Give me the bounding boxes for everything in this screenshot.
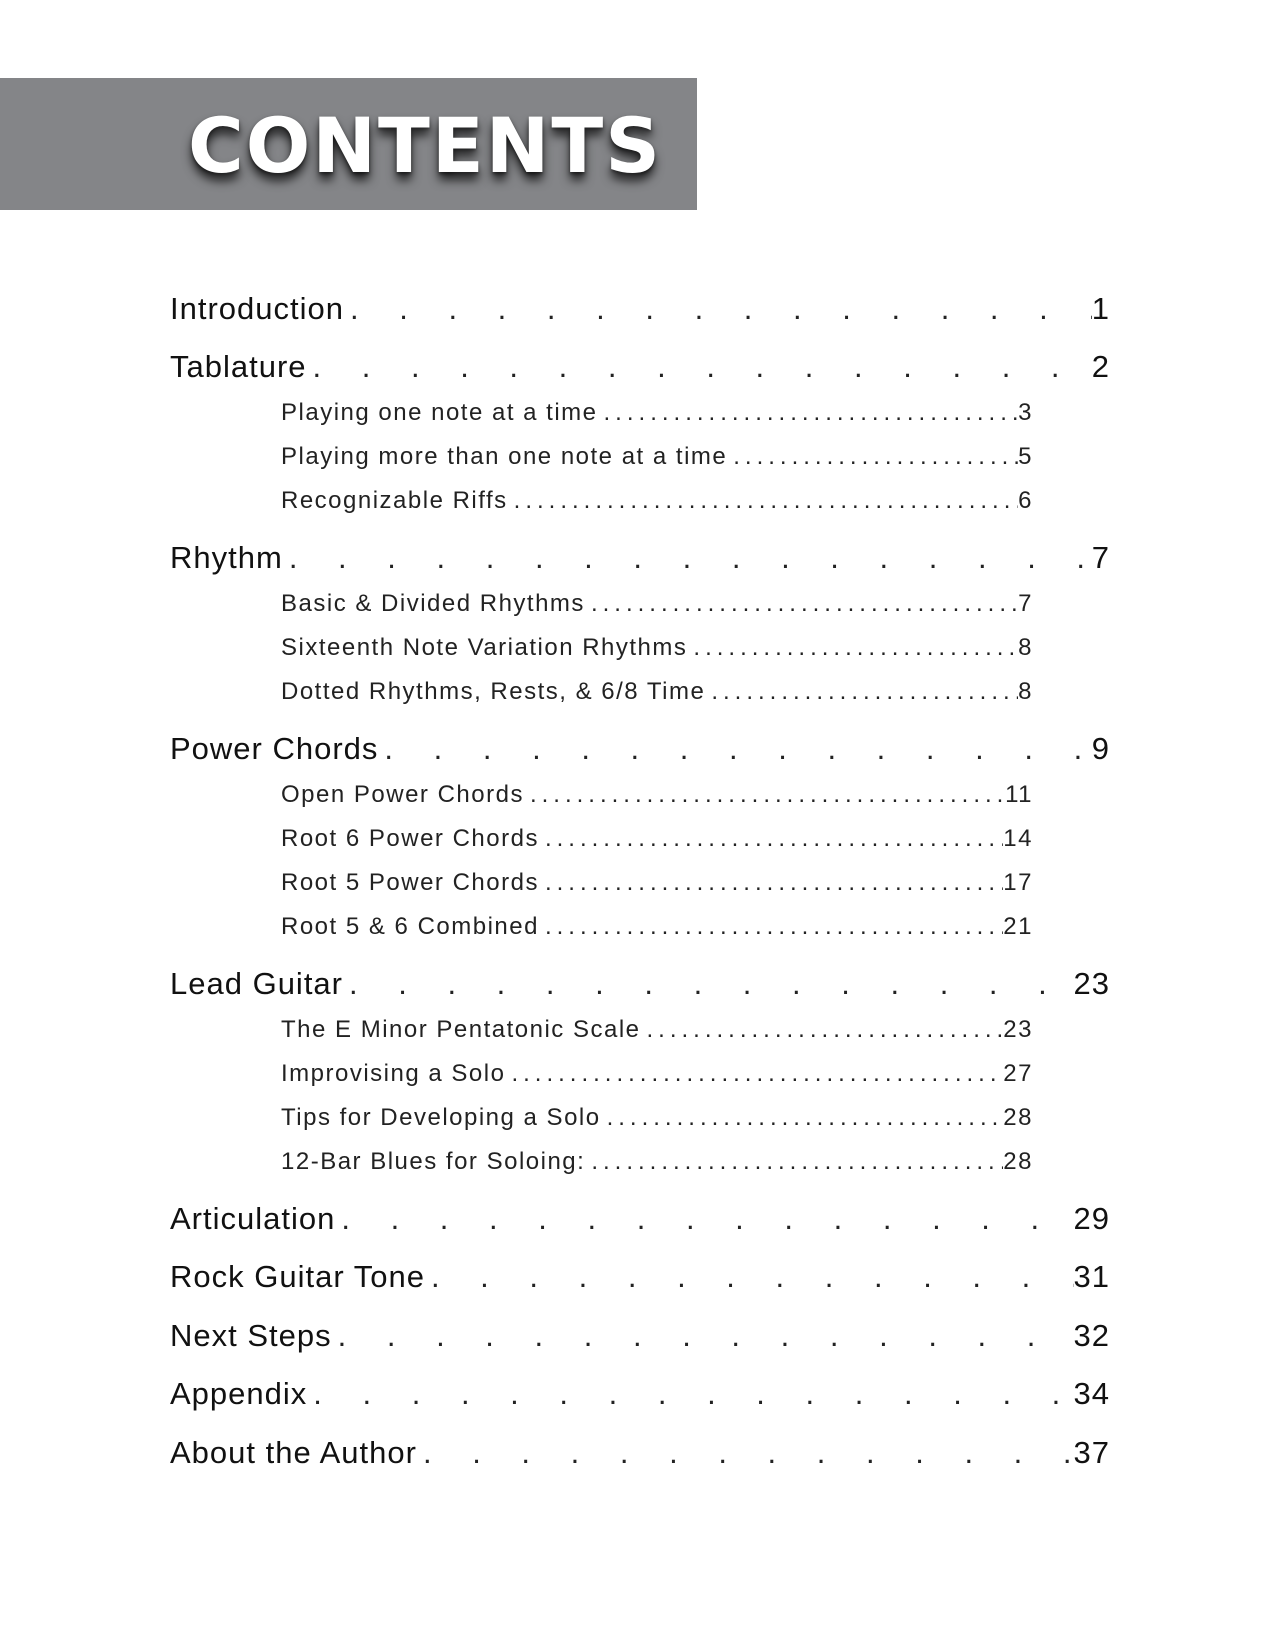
toc-subentry[interactable] (281, 590, 1033, 618)
dot-leader (705, 678, 1018, 706)
dot-leader (425, 1259, 1074, 1295)
toc-subentry[interactable] (281, 913, 1033, 941)
toc-entry-page: 29 (1073, 1201, 1110, 1236)
dot-leader (524, 781, 1005, 809)
toc-entry-label: Power Chords (170, 731, 379, 766)
toc-subentry[interactable] (281, 1148, 1033, 1176)
page-title: CONTENTS (188, 101, 662, 190)
dot-leader (641, 1016, 1004, 1044)
toc-entry-page: 37 (1073, 1435, 1110, 1470)
toc-subentry-page: 28 (1003, 1148, 1033, 1175)
toc-subentry[interactable] (281, 869, 1033, 897)
toc-entry[interactable] (170, 291, 1110, 327)
toc-entry-label: Tablature (170, 349, 307, 384)
toc-subentry-label: Root 5 Power Chords (281, 869, 539, 896)
toc-entry[interactable] (170, 1201, 1110, 1237)
toc-subentry-page: 28 (1003, 1104, 1033, 1131)
toc-subentry[interactable] (281, 634, 1033, 662)
toc-subentry[interactable] (281, 1104, 1033, 1132)
toc-subentry-page: 8 (1018, 634, 1033, 661)
toc-entry-page: 7 (1091, 540, 1110, 575)
toc-subentry-page: 23 (1003, 1016, 1033, 1043)
dot-leader (343, 966, 1074, 1002)
toc-subentry-page: 14 (1003, 825, 1033, 852)
dot-leader (378, 731, 1091, 767)
toc-subentry-label: Root 6 Power Chords (281, 825, 539, 852)
toc-subentry-label: Recognizable Riffs (281, 487, 508, 514)
dot-leader (344, 291, 1092, 327)
dot-leader (283, 540, 1092, 576)
dot-leader (598, 399, 1019, 427)
toc-subentry-label: Basic & Divided Rhythms (281, 590, 585, 617)
toc-subentry[interactable] (281, 825, 1033, 853)
toc-entry[interactable] (170, 349, 1110, 385)
toc-entry-page: 2 (1091, 349, 1110, 384)
dot-leader (505, 1060, 1003, 1088)
toc-subentry-page: 17 (1003, 869, 1033, 896)
toc-entry-page: 34 (1073, 1376, 1110, 1411)
dot-leader (585, 590, 1018, 618)
toc-subentry[interactable] (281, 1016, 1033, 1044)
toc-entry[interactable] (170, 731, 1110, 767)
dot-leader (307, 1376, 1073, 1412)
toc-subentry[interactable] (281, 678, 1033, 706)
dot-leader (332, 1318, 1074, 1354)
dot-leader (539, 869, 1003, 897)
toc-subentry-page: 3 (1018, 399, 1033, 426)
toc-subentry-label: Improvising a Solo (281, 1060, 506, 1087)
toc-entry-label: Articulation (170, 1201, 336, 1236)
dot-leader (601, 1104, 1004, 1132)
toc-subentry-label: Root 5 & 6 Combined (281, 913, 539, 940)
toc-subentry-label: Sixteenth Note Variation Rhythms (281, 634, 688, 661)
toc-subentry-label: 12-Bar Blues for Soloing: (281, 1148, 586, 1175)
toc-subentry-page: 8 (1018, 678, 1033, 705)
toc-subentry-page: 11 (1005, 781, 1033, 808)
toc-entry-label: Introduction (170, 291, 344, 326)
dot-leader (335, 1201, 1073, 1237)
dot-leader (539, 913, 1003, 941)
toc-subentry-page: 7 (1018, 590, 1033, 617)
toc-entry-page: 1 (1091, 291, 1110, 326)
toc-entry[interactable] (170, 1259, 1110, 1295)
dot-leader (508, 487, 1018, 515)
toc-entry-label: About the Author (170, 1435, 417, 1470)
toc-subentry[interactable] (281, 1060, 1033, 1088)
toc-subentry-label: Playing more than one note at a time (281, 443, 728, 470)
toc-subentry-page: 21 (1003, 913, 1033, 940)
toc-entry[interactable] (170, 1318, 1110, 1354)
toc-subentry-page: 5 (1018, 443, 1033, 470)
toc-subentry-label: Playing one note at a time (281, 399, 598, 426)
toc-subentry-label: Dotted Rhythms, Rests, & 6/8 Time (281, 678, 706, 705)
toc-entry-label: Rhythm (170, 540, 283, 575)
toc-entry-label: Next Steps (170, 1318, 332, 1353)
toc-entry-label: Appendix (170, 1376, 308, 1411)
toc-entry-page: 32 (1073, 1318, 1110, 1353)
dot-leader (539, 825, 1003, 853)
toc-entry[interactable] (170, 1376, 1110, 1412)
dot-leader (687, 634, 1018, 662)
toc-subentry[interactable] (281, 443, 1033, 471)
toc-entry-page: 9 (1091, 731, 1110, 766)
toc-entry-page: 23 (1073, 966, 1110, 1001)
toc-subentry-label: The E Minor Pentatonic Scale (281, 1016, 641, 1043)
toc-entry-label: Lead Guitar (170, 966, 343, 1001)
toc-entry[interactable] (170, 540, 1110, 576)
toc-entry[interactable] (170, 1435, 1110, 1471)
toc-subentry-page: 27 (1003, 1060, 1033, 1087)
toc-entry-label: Rock Guitar Tone (170, 1259, 425, 1294)
dot-leader (307, 349, 1092, 385)
toc-entry[interactable] (170, 966, 1110, 1002)
toc-subentry-label: Open Power Chords (281, 781, 524, 808)
dot-leader (727, 443, 1018, 471)
dot-leader (585, 1148, 1003, 1176)
toc-subentry-label: Tips for Developing a Solo (281, 1104, 601, 1131)
toc-entry-page: 31 (1073, 1259, 1110, 1294)
toc-subentry[interactable] (281, 399, 1033, 427)
toc-subentry-page: 6 (1018, 487, 1033, 514)
toc-subentry[interactable] (281, 781, 1033, 809)
dot-leader (417, 1435, 1074, 1471)
toc-subentry[interactable] (281, 487, 1033, 515)
